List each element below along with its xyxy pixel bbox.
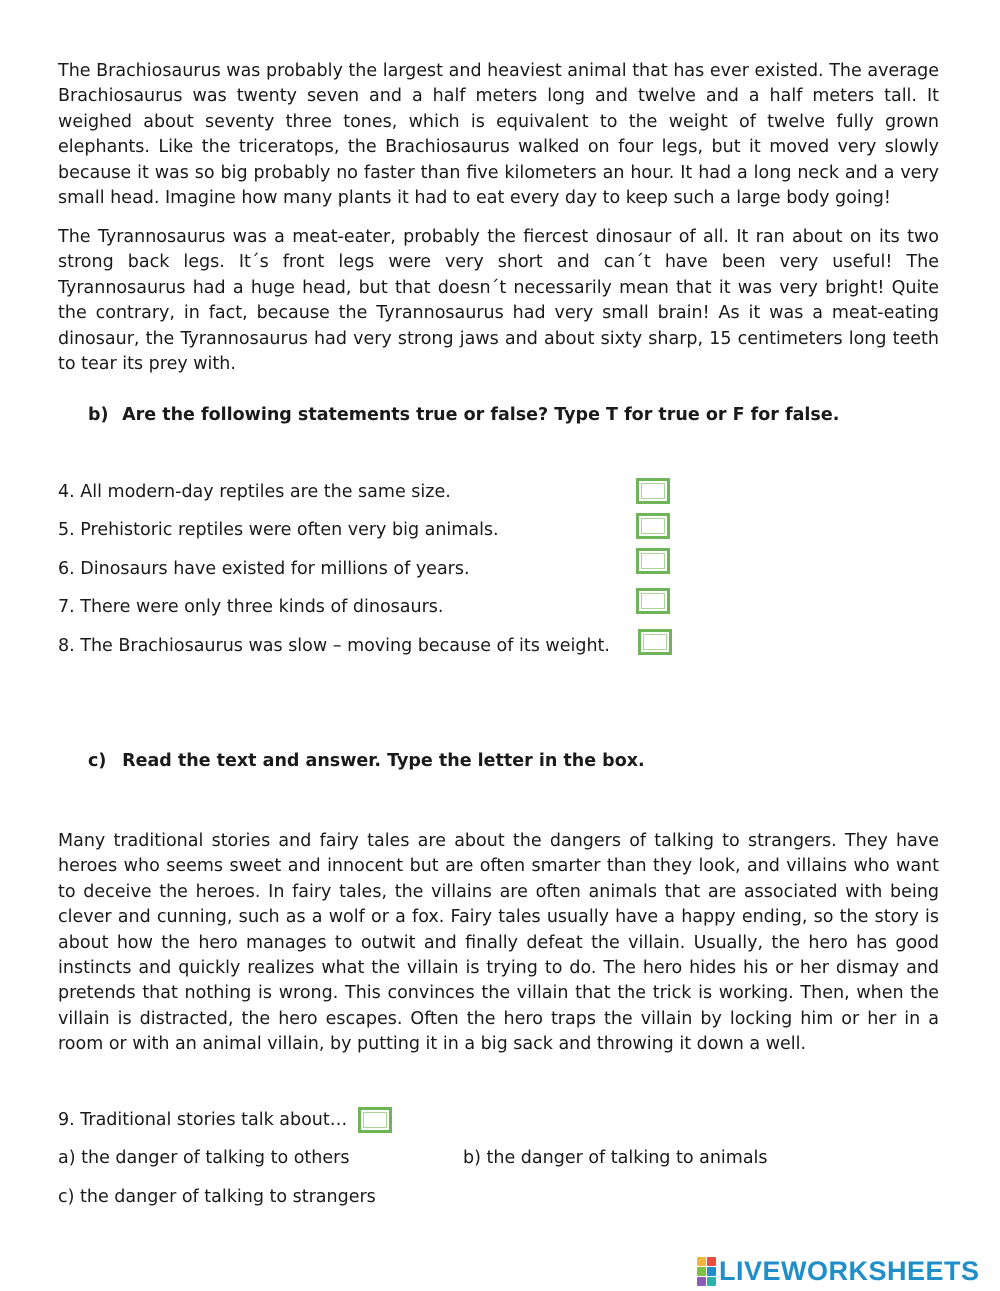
section-b-heading-text: Are the following statements true or false? Type T for true or F for false.: [122, 405, 840, 425]
option-b: b) the danger of talking to animals: [463, 1148, 768, 1168]
option-c: c) the danger of talking to strangers: [58, 1187, 376, 1207]
question-9: 9. Traditional stories talk about…: [58, 1110, 348, 1130]
answer-box-9[interactable]: [358, 1107, 392, 1133]
statement-5: 5. Prehistoric reptiles were often very big animals.: [58, 520, 499, 540]
section-b-label: b): [88, 405, 109, 425]
statement-7: 7. There were only three kinds of dinosaurs.: [58, 597, 444, 617]
logo-text: LIVEWORKSHEETS: [719, 1255, 980, 1286]
reading-paragraph-tyrannosaurus: The Tyrannosaurus was a meat-eater, probably the fiercest dinosaur of all. It ran about on its two strong back legs. It´s front legs were very short and can´t have been very useful! The Tyrannosaurus had a huge head, but that doesn´t necessarily mean that it was very bright! Quite the contrary, in fact, because the Tyrannosaurus had very small brain! As it was a meat-eating dinosaur, the Tyrannosaurus had very strong jaws and about sixty sharp, 15 centimeters long teeth to tear its prey with.: [58, 227, 939, 375]
statement-4: 4. All modern-day reptiles are the same size.: [58, 482, 451, 502]
statement-6: 6. Dinosaurs have existed for millions of years.: [58, 559, 470, 579]
reading-paragraph-fairy-tales: Many traditional stories and fairy tales are about the dangers of talking to strangers. They have heroes who seems sweet and innocent but are often smarter than they look, and villains who want to deceive the heroes. In fairy tales, the villains are often animals that are associated with being clever and cunning, such as a wolf or a fox. Fairy tales usually have a happy ending, so the story is about how the hero manages to outwit and finally defeat the villain. Usually, the hero has good instincts and quickly realizes what the villain is trying to do. The hero hides his or her dismay and pretends that nothing is wrong. This convinces the villain that the trick is working. Then, when the villain is distracted, the hero escapes. Often the hero traps the villain by locking him or her in a room or with an animal villain, by putting it in a big sack and throwing it down a well.: [58, 831, 939, 1055]
statement-8: 8. The Brachiosaurus was slow – moving because of its weight.: [58, 636, 610, 656]
logo-squares-icon: [697, 1257, 716, 1286]
answer-box-8[interactable]: [638, 629, 672, 655]
section-c-heading-text: Read the text and answer. Type the letter in the box.: [122, 751, 645, 771]
answer-box-6[interactable]: [636, 548, 670, 574]
reading-paragraph-brachiosaurus: The Brachiosaurus was probably the largest and heaviest animal that has ever existed. The average Brachiosaurus was twenty seven and a half meters long and twelve and a half meters tall. It weighed about seventy three tones, which is equivalent to the weight of twelve fully grown elephants. Like the triceratops, the Brachiosaurus walked on four legs, but it moved very slowly because it was so big probably no faster than five kilometers an hour. It had a long neck and a very small head. Imagine how many plants it had to eat every day to keep such a large body going!: [58, 61, 939, 209]
option-a: a) the danger of talking to others: [58, 1148, 350, 1168]
answer-box-4[interactable]: [636, 478, 670, 504]
section-b-heading: [88, 405, 839, 425]
liveworksheets-logo: [697, 1257, 980, 1285]
section-c-label: c): [88, 751, 107, 771]
section-c-heading: [88, 751, 645, 771]
answer-box-5[interactable]: [636, 513, 670, 539]
answer-box-7[interactable]: [636, 588, 670, 614]
